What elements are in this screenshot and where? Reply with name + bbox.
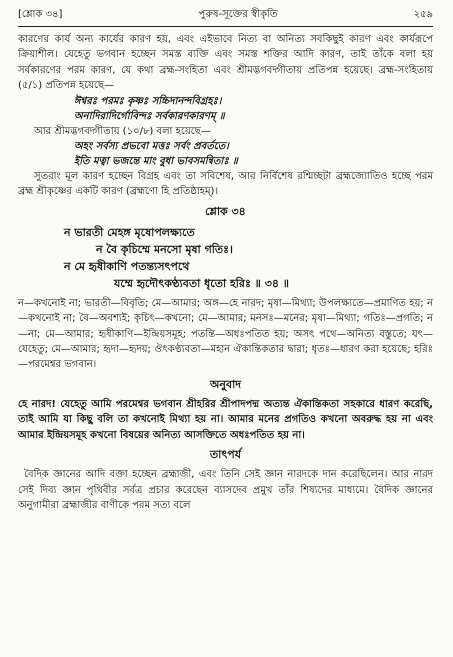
- intro-paragraph-3: সুতরাং মূল কারণ হচ্ছেন বিগ্রহ এবং তা সবিশেষ, আর নির্বিশেষ রশ্মিচ্ছটা ব্রহ্মজ্যোতিও হচ্ছে পরম ব্রহ্ম শ্রীকৃষ্ণের একটি কারণ (ব্রহ্মণো হি প্রতিষ্ঠাহম্)।: [18, 171, 433, 198]
- translation-heading: অনুবাদ: [209, 377, 242, 391]
- sanskrit-line-4: যম্মে হৃদৌৎকণ্ঠ্যবতা ধৃতো হরিঃ ॥ ৩৪ ॥: [114, 276, 290, 290]
- quote-verse-1-line-2: অনাদিরাদির্গোবিন্দঃ সর্বকারণকারণম্‌ ॥: [74, 110, 225, 122]
- running-header: [18, 6, 433, 27]
- quote-verse-1-line-1: ঈশ্বরঃ পরমঃ কৃষ্ণঃ সচ্চিদানন্দবিগ্রহঃ।: [74, 95, 222, 107]
- purport-text: বৈদিক জ্ঞানের আদি বক্তা হচ্ছেন ব্রহ্মাজী, এবং তিনি সেই জ্ঞান নারদকে দান করেছিলেন। আর নারদ সেই দিব্য জ্ঞান পৃথিবীর সর্বত্র প্রচার করেছেন ব্যাসদেব প্রমুখ তাঁর শিষ্যদের মাধ্যমে। বৈদিক জ্ঞানের অনুগামীরা ব্রহ্মাজীর বাণীকে পরম সত্য বলে: [18, 469, 433, 511]
- verse-heading: শ্লোক ৩৪: [205, 204, 246, 218]
- quote-verse-2-line-2: ইতি মত্বা ভজন্তে মাং বুধা ভাবসমন্বিতাঃ ॥: [74, 156, 238, 168]
- sanskrit-line-2: ন বৈ কৃচিম্মে মনসো মৃষা গতিঃ।: [96, 242, 233, 256]
- intro-paragraph-2: আর শ্রীমদ্ভগবদ্গীতায় (১০/৮) বলা হয়েছে—: [34, 125, 211, 137]
- sanskrit-line-3: ন মে হৃষীকাণি পতন্ত্যসৎপথে: [64, 259, 190, 273]
- synonyms: ন—কখনোই না; ভারতী—বিবৃতি; মে—আমার; অঙ্গ—হে নারদ; মৃষা—মিথ্যা; উপলক্ষ্যতে—প্রমাণিত হয়; ন—কখনোই না; বৈ—অবশ্যই; কৃচিৎ—কখনো; মে—আমার; মনসঃ—মনের; মৃষা—মিথ্যা; গতিঃ—প্রগতি; ন—না; মে—আমার; হৃষীকাণি—ইন্দ্রিয়সমূহ; পতন্তি—অধঃপতিত হয়; অসৎ পথে—অনিত্য বস্তুতে; যৎ—যেহেতু; মে—আমার; হৃদা—হৃদয়; ঔৎকণ্ঠ্যবতা—মহান ঐকান্তিকতার দ্বারা; ধৃতঃ—ধারণ করা হয়েছে; হরিঃ—পরমেশ্বর ভগবান।: [18, 297, 433, 371]
- translation-text: হে নারদ! যেহেতু আমি পরমেশ্বর ভগবান শ্রীহরির শ্রীপাদপদ্ম অত্যন্ত ঐকান্তিকতা সহকারে ধারণ করেছি, তাই আমি যা কিছু বলি তা কখনোই মিথ্যা হয় না। আমার মনের প্রগতিও কখনো অবরুদ্ধ হয় না এবং আমার ইন্দ্রিয়সমূহ কখনো বিষয়ের অনিত্য আসক্তিতে অধঃপতিত হয় না।: [18, 398, 433, 441]
- sanskrit-line-1: ন ভারতী মেহঙ্গ মৃষোপলক্ষ্যতে: [64, 225, 195, 239]
- verse-ref: [শ্লোক ৩৪]: [18, 9, 63, 20]
- quote-verse-2-line-1: অহং সর্বস্য প্রভবো মত্তঃ সর্বং প্রবর্ততে।: [74, 141, 229, 153]
- chapter-title: পুরুষ-সূক্তের স্বীকৃতি: [198, 9, 278, 20]
- intro-paragraph-1: কারণের কার্য অন্য কার্যের কারণ হয়, এবং এইভাবে নিত্য বা অনিত্য সবকিছুই কারণ এবং কার্যরূপে ক্রিয়াশীল। যেহেতু ভগবান হচ্ছেন সমস্ত ব্যক্তি এবং সমস্ত শক্তির আদি কারণ, তাই তাঁকে বলা হয় সর্বকারণের পরম কারণ, যে কথা ব্রহ্ম-সংহিতা এবং শ্রীমদ্ভগবদ্গীতায় প্রতিপন্ন হয়েছে। ব্রহ্ম-সংহিতায় (৫/১) প্রতিপন্ন হয়েছে—: [18, 34, 433, 92]
- page-number: ২৫৯: [413, 9, 433, 20]
- purport-heading: তাৎপর্য: [209, 448, 242, 462]
